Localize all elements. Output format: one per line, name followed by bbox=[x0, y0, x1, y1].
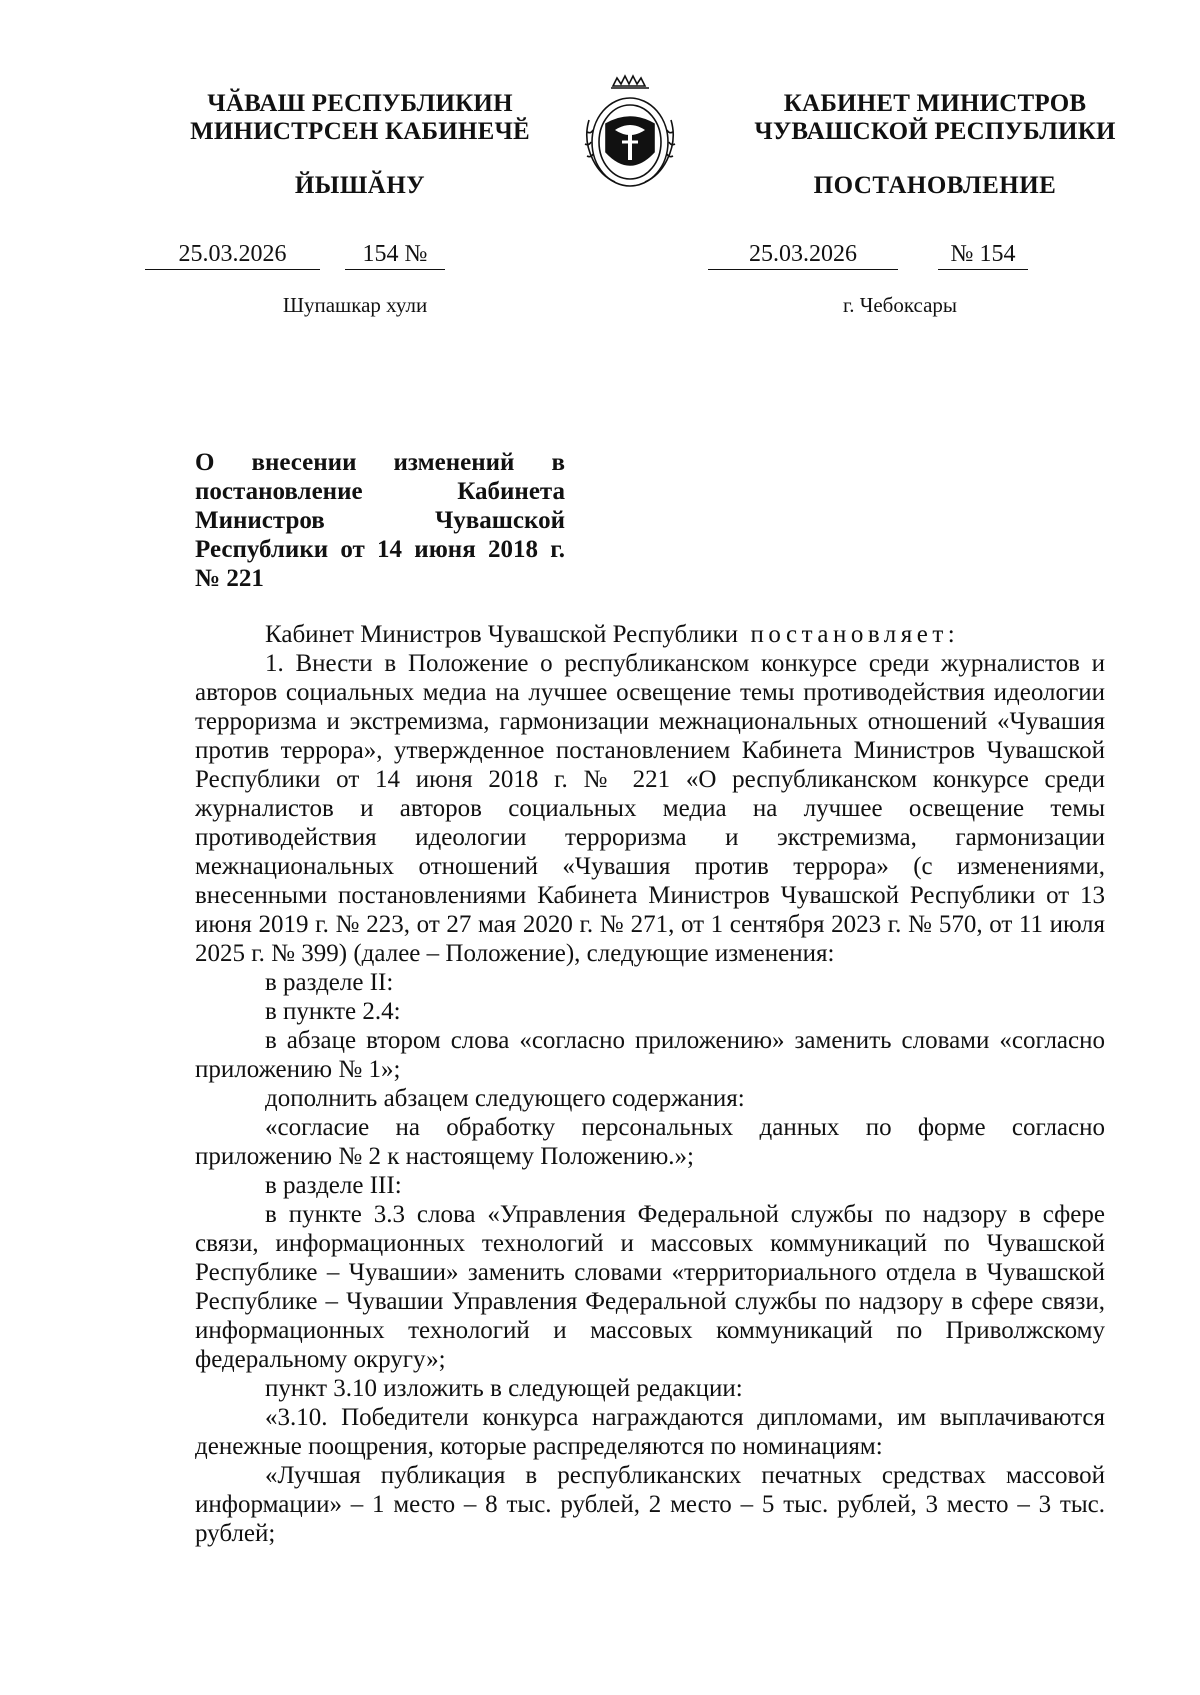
paragraph-9: пункт 3.10 изложить в следующей редакции: bbox=[265, 1375, 743, 1402]
issuer-russian-line1: КАБИНЕТ МИНИСТРОВ bbox=[783, 90, 1087, 117]
number-right: № 154 bbox=[938, 240, 1028, 270]
paragraph-7: в разделе III: bbox=[265, 1172, 402, 1199]
preamble-text: Кабинет Министров Чувашской Республики bbox=[265, 621, 739, 648]
date-left: 25.03.2026 bbox=[145, 240, 320, 270]
paragraph-1: 1. Внести в Положение о республиканском конкурсе среди журналистов и авторов социальных медиа на лучшее освещение темы противодействия идеологии терроризма и экстремизма, гармонизации межнациональных отношений «Чувашия против террора», утвержденное постановлением Кабинета Министров Чувашской Республики от 14 июня 2018 г. № 221 «О республиканском конкурсе среди журналистов и авторов социальных медиа на лучшее освещение темы противодействия идеологии терроризма и экстремизма, гармонизации межнациональных отношений «Чувашия против террора» (с изменениями, внесенными постановлениями Кабинета Министров Чувашской Республики от 13 июня 2019 г. № 223, от 27 мая 2020 г. № 271, от 1 сентября 2023 г. № 570, от 11 июля 2025 г. № 399) (далее – Положение), следующие изменения: bbox=[195, 650, 1105, 967]
paragraph-6: «согласие на обработку персональных данных по форме согласно приложению № 2 к настоящему Положению.»; bbox=[195, 1114, 1105, 1170]
header-left-block bbox=[150, 90, 570, 200]
paragraph-3: в пункте 2.4: bbox=[265, 998, 401, 1025]
chuvash-coat-of-arms-icon bbox=[575, 72, 685, 197]
city-right: г. Чебоксары bbox=[842, 293, 958, 317]
doc-type-chuvash: ЙЫШӐНУ bbox=[294, 172, 426, 199]
issuer-russian-line2: ЧУВАШСКОЙ РЕСПУБЛИКИ bbox=[754, 118, 1116, 145]
preamble-verb: постановляет: bbox=[750, 621, 960, 648]
paragraph-2: в разделе II: bbox=[265, 969, 394, 996]
paragraph-11: «Лучшая публикация в республиканских печатных средствах массовой информации» – 1 место – 8 тыс. рублей, 2 место – 5 тыс. рублей, 3 место – 3 тыс. рублей; bbox=[195, 1462, 1105, 1547]
paragraph-5: дополнить абзацем следующего содержания: bbox=[265, 1085, 745, 1112]
header-right-block bbox=[700, 90, 1170, 200]
document-body bbox=[195, 620, 1105, 1548]
paragraph-10: «3.10. Победители конкурса награждаются дипломами, им выплачиваются денежные поощрения, которые распределяются по номинациям: bbox=[195, 1404, 1105, 1460]
doc-type-russian: ПОСТАНОВЛЕНИЕ bbox=[813, 172, 1057, 199]
issuer-chuvash-line1: ЧӐВАШ РЕСПУБЛИКИН bbox=[207, 90, 513, 117]
date-right: 25.03.2026 bbox=[708, 240, 898, 270]
document-subject: О внесении изменений в постановление Кабинета Министров Чувашской Республики от 14 июня 2018 г. № 221 bbox=[195, 449, 565, 592]
paragraph-8: в пункте 3.3 слова «Управления Федеральной службы по надзору в сфере связи, информационных технологий и массовых коммуникаций по Чувашской Республике – Чувашии» заменить словами «территориального отдела в Чувашской Республике – Чувашии Управления Федеральной службы по надзору в сфере связи, информационных технологий и массовых коммуникаций по Приволжскому федеральному округу»; bbox=[195, 1201, 1105, 1373]
city-left: Шупашкар хули bbox=[282, 293, 428, 317]
preamble-paragraph bbox=[195, 620, 1105, 649]
paragraph-4: в абзаце втором слова «согласно приложению» заменить словами «согласно приложению № 1»; bbox=[195, 1027, 1105, 1083]
number-left: 154 № bbox=[345, 240, 445, 270]
issuer-chuvash-line2: МИНИСТРСЕН КАБИНЕЧӖ bbox=[190, 118, 530, 145]
